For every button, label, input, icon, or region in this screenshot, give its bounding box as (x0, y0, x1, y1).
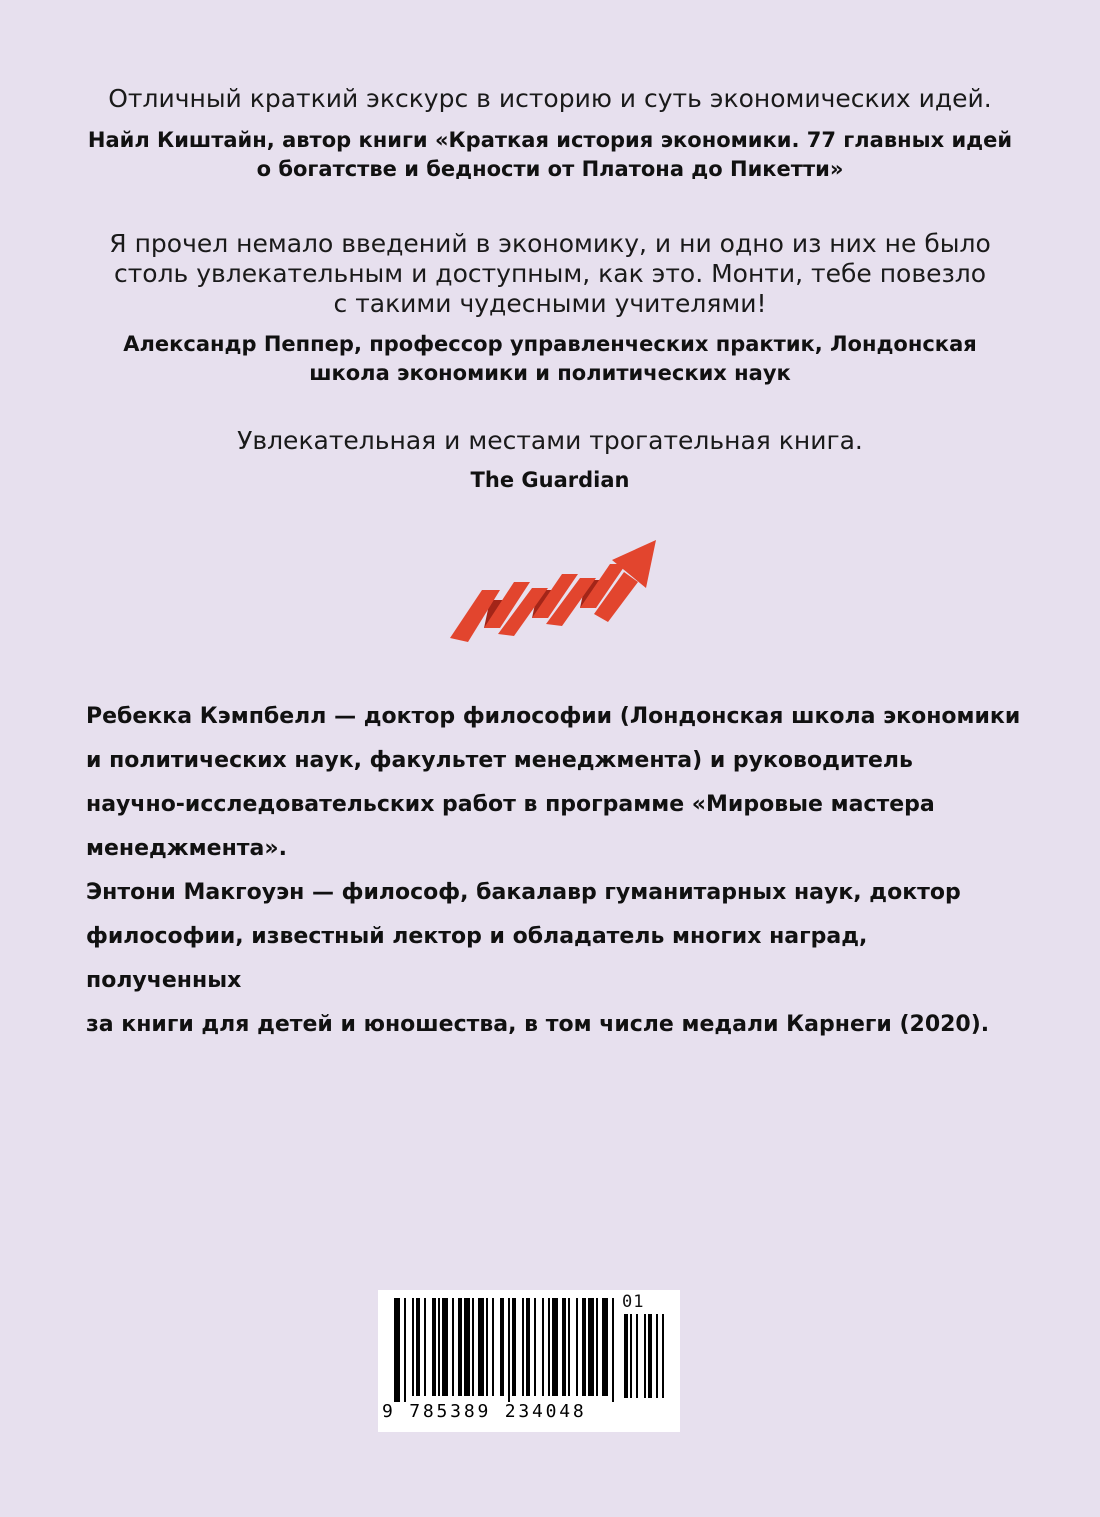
barcode-isbn-digits: 9 785389 234048 (382, 1401, 587, 1422)
isbn-barcode (378, 1290, 680, 1432)
barcode-addon-digits: 01 (622, 1292, 645, 1312)
quote-2-author: Александр Пеппер, профессор управленческих практик, Лондонская школа экономики и политических наук (123, 332, 977, 385)
quote-3-author: The Guardian (470, 468, 630, 492)
quote-1-text: Отличный краткий экскурс в историю и суть экономических идей. (108, 84, 992, 113)
bio-campbell: Ребекка Кэмпбелл — доктор философии (Лондонская школа экономики и политических наук, факультет менеджмента) и руководитель научно-исследовательских работ в программе «Мировые мастера менеджмента». (86, 704, 1021, 861)
quote-2-text: Я прочел немало введений в экономику, и ни одно из них не было столь увлекательным и доступным, как это. Монти, тебе повезло с такими чудесными учителями! (109, 229, 991, 318)
rising-zigzag-arrow-icon (448, 538, 660, 650)
quote-3-text: Увлекательная и местами трогательная книга. (237, 426, 863, 455)
bio-mcgowan: Энтони Макгоуэн — философ, бакалавр гуманитарных наук, доктор философии, известный лектор и обладатель многих наград, полученных за книги для детей и юношества, в том числе медали Карнеги (2020). (86, 880, 990, 1037)
quote-1-author: Найл Киштайн, автор книги «Краткая история экономики. 77 главных идей о богатстве и бедности от Платона до Пикетти» (87, 128, 1013, 181)
